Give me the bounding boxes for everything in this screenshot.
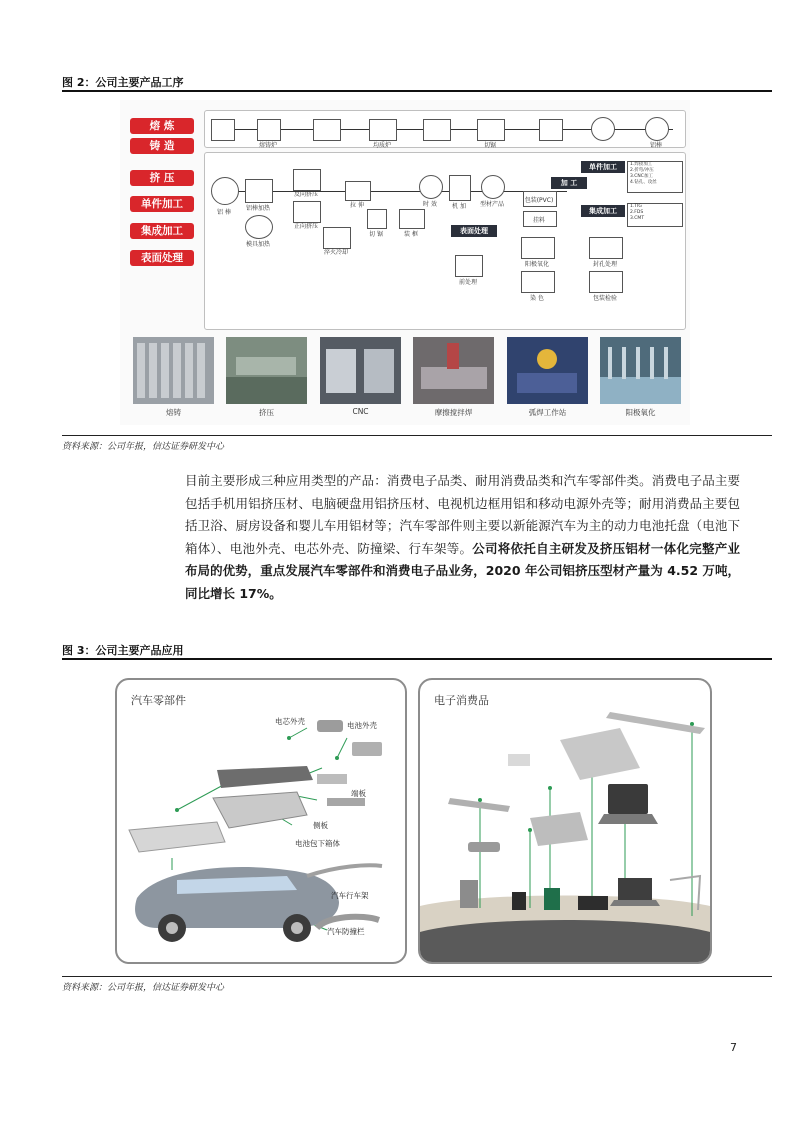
photo-casting	[133, 337, 214, 404]
process-diagram	[120, 100, 690, 425]
profile-icon	[481, 175, 505, 199]
figure-3-bottom-rule	[62, 976, 772, 977]
step-label: 切 锯	[369, 231, 383, 238]
callout-battery-tray: 电池包下箱体	[295, 839, 340, 848]
note-line: 3.CNC加工	[630, 174, 653, 179]
stage-pill: 挤 压	[130, 170, 194, 186]
aluminum-bar-icon	[211, 177, 239, 205]
callout-cell-shell: 电芯外壳	[275, 717, 305, 726]
stage-pill: 单件加工	[130, 196, 194, 212]
note-line: 1.焊接加工	[630, 162, 653, 167]
callout-end-plate: 端板	[351, 789, 366, 798]
figure-2-top-rule	[62, 90, 772, 92]
single-notes	[630, 162, 680, 186]
surface-header: 表面处理	[451, 225, 497, 237]
forward-extrusion-icon	[293, 201, 321, 223]
step-label: 反向挤压	[293, 191, 319, 198]
step-label: 熔铸炉	[258, 142, 278, 149]
figure-2-source: 资料来源：公司年报，信达证券研发中心	[62, 442, 225, 452]
smelting-panel	[204, 110, 686, 148]
step-label: 挂料	[532, 217, 546, 224]
step-label: 封孔处理	[592, 261, 618, 268]
step-label: 拉 伸	[350, 202, 364, 209]
body-paragraph	[185, 470, 740, 605]
cnc-icon	[449, 175, 471, 201]
figure-2-bottom-rule	[62, 435, 772, 436]
consumer-electronics-title: 电子消费品	[434, 694, 489, 707]
step-label: 铝 棒	[217, 209, 231, 216]
figure-3-top-rule	[62, 658, 772, 660]
figure-3-title: 图 3：公司主要产品应用	[62, 644, 184, 657]
paragraph-normal: 目前主要形成三种应用类型的产品：消费电子品类、耐用消费品类和汽车零部件类。消费电子品主要包括手机用铝挤压材、电脑硬盘用铝挤压材、电视机边框用铝和移动电源外壳等；耐用消费品主要包括卫浴、厨房设备和婴儿车用铝材等；汽车零部件则主要以新能源汽车为主的动力电池托盘（电池下箱体）、电池外壳、电芯外壳、防撞梁、行车架等。	[185, 473, 740, 556]
anodizing-icon	[521, 237, 555, 259]
aging-icon	[419, 175, 443, 199]
step-label: 包装检验	[592, 295, 618, 302]
machining-header: 加 工	[551, 177, 587, 189]
consumer-electronics-illustration	[420, 680, 710, 962]
homogenize-icon	[369, 119, 397, 141]
stage-pill: 熔 炼	[130, 118, 194, 134]
note-line: 2.折弯/冲压	[630, 168, 654, 173]
figure-2-title: 图 2：公司主要产品工序	[62, 76, 184, 89]
note-line: 3.CMT	[630, 216, 645, 221]
auto-parts-card	[115, 678, 407, 964]
step-label: 机 加	[452, 203, 466, 210]
step-label: 均质炉	[372, 142, 392, 149]
step-label: 装 框	[404, 231, 418, 238]
step-label: 切锯	[483, 142, 497, 149]
note-line: 4.钻孔、攻丝	[630, 180, 657, 185]
raw-material-icon	[211, 119, 235, 141]
pretreatment-icon	[455, 255, 483, 277]
reverse-extrusion-icon	[293, 169, 321, 191]
photo-anodizing	[600, 337, 681, 404]
sealing-icon	[589, 237, 623, 259]
page-number: 7	[730, 1041, 737, 1054]
step-label: 正向挤压	[293, 223, 319, 230]
photo-extrusion	[226, 337, 307, 404]
quench-icon	[323, 227, 351, 249]
heating-icon	[245, 179, 273, 203]
callout-battery-shell: 电池外壳	[347, 721, 377, 730]
step-label: 阳极氧化	[524, 261, 550, 268]
extrusion-panel	[204, 152, 686, 330]
photo-label: 摩擦搅拌焊	[434, 408, 473, 417]
photo-label: 熔铸	[166, 408, 181, 417]
cut-icon	[367, 209, 387, 229]
photo-arc-welding-station	[507, 337, 588, 404]
pack-frame-icon	[399, 209, 425, 229]
single-header: 单件加工	[581, 161, 625, 173]
step-label: 铝棒	[649, 142, 663, 149]
consumer-electronics-card	[418, 678, 712, 964]
note-line: 2.FDS	[630, 210, 644, 215]
step-label: 前处理	[458, 279, 478, 286]
step-label: 时 效	[423, 201, 437, 208]
dyeing-icon	[521, 271, 555, 293]
stage-pill: 表面处理	[130, 250, 194, 266]
final-pack-icon	[589, 271, 623, 293]
integrated-header: 集成加工	[581, 205, 625, 217]
photo-cnc	[320, 337, 401, 404]
cooling-icon	[423, 119, 451, 141]
photo-label: 阳极氧化	[625, 408, 656, 417]
integrated-notes	[630, 204, 680, 222]
paragraph-bold: 公司将依托自主研发及挤压铝材一体化完整产业布局的优势，重点发展汽车零部件和消费电子品业务，2020 年公司铝挤压型材产量为 4.52 万吨，同比增长 17%。	[185, 540, 740, 601]
figure-3-source: 资料来源：公司年报，信达证券研发中心	[62, 983, 225, 993]
auto-parts-title: 汽车零部件	[131, 694, 186, 707]
casting-icon	[313, 119, 341, 141]
step-label: 铝棒加热	[245, 205, 271, 212]
step-label: 包装(PVC)	[524, 197, 554, 204]
step-label: 淬火冷却	[323, 249, 349, 256]
flow-line	[237, 191, 567, 192]
photo-label: 挤压	[259, 408, 274, 417]
saw-icon	[477, 119, 505, 141]
billet-icon	[645, 117, 669, 141]
note-line: 1.TIG	[630, 204, 642, 209]
photo-label: CNC	[352, 407, 369, 416]
photo-label: 弧焊工作站	[528, 408, 567, 417]
photo-friction-stir-welding	[413, 337, 494, 404]
callout-bumper-beam: 汽车防撞栏	[327, 927, 365, 936]
mold-icon	[245, 215, 273, 239]
inspection-icon	[539, 119, 563, 141]
stage-pill: 铸 造	[130, 138, 194, 154]
callout-side-plate: 侧板	[313, 821, 328, 830]
step-label: 模具加热	[245, 241, 271, 248]
step-label: 型材产品	[479, 201, 505, 208]
stage-pill: 集成加工	[130, 223, 194, 239]
callout-luggage-rack: 汽车行车架	[331, 891, 369, 900]
stretch-icon	[345, 181, 371, 201]
step-label: 染 色	[530, 295, 544, 302]
furnace-icon	[257, 119, 281, 141]
product-application-figure	[100, 662, 720, 970]
gauge-icon	[591, 117, 615, 141]
